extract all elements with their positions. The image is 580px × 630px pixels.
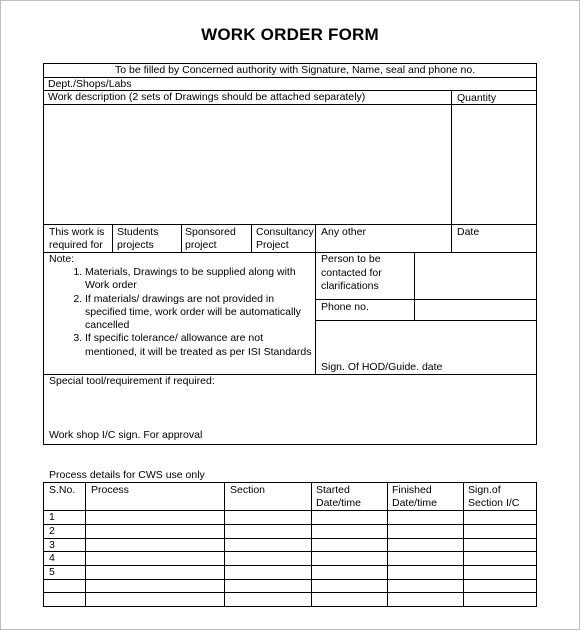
option-students-line2: projects	[117, 239, 154, 251]
work-description-label: Work description (2 sets of Drawings should be attached separately)	[48, 91, 366, 103]
work-description-field[interactable]	[44, 105, 451, 224]
row-number: 2	[49, 525, 55, 537]
page-title: WORK ORDER FORM	[201, 25, 379, 44]
required-for-label-1: This work is	[49, 226, 105, 238]
hod-sign-label: Sign. Of HOD/Guide. date	[321, 361, 443, 373]
row-number: 1	[49, 511, 55, 523]
option-students-line1: Students	[117, 226, 159, 238]
row-number: 5	[49, 566, 55, 578]
option-sponsored-line1: Sponsored	[185, 226, 236, 238]
row-number: 3	[49, 539, 55, 551]
contact-person-label-1: Person to be	[321, 253, 381, 265]
option-consultancy-line1: Consultancy	[256, 226, 314, 238]
instruction-text: To be filled by Concerned authority with Signature, Name, seal and phone no.	[115, 64, 476, 76]
header-sign-1: Sign.of	[468, 484, 501, 496]
contact-person-label-3: clarifications	[321, 280, 379, 292]
header-sno: S.No.	[49, 484, 76, 496]
special-tool-field[interactable]	[44, 389, 536, 429]
note-item: 2. If materials/ drawings are not provided in specified time, work order will be automatically cancelled	[85, 293, 325, 333]
special-tool-label: Special tool/requirement if required:	[49, 375, 215, 387]
quantity-field[interactable]	[452, 105, 536, 224]
contact-person-field[interactable]	[415, 253, 536, 299]
note-label: Note:	[49, 253, 75, 265]
dept-label: Dept./Shops/Labs	[48, 78, 132, 90]
header-section: Section	[230, 484, 266, 496]
option-any-other-line1: Any other	[321, 226, 366, 238]
process-caption: Process details for CWS use only	[49, 469, 205, 481]
date-label: Date	[457, 226, 480, 238]
contact-person-label-2: contacted for	[321, 267, 382, 279]
phone-label: Phone no.	[321, 301, 369, 313]
option-sponsored-line2: project	[185, 239, 217, 251]
notes-list	[61, 266, 325, 359]
workshop-sign-label: Work shop I/C sign. For approval	[49, 429, 203, 441]
header-sign-2: Section I/C	[468, 497, 520, 509]
header-started-2: Date/time	[316, 497, 361, 509]
phone-field[interactable]	[415, 300, 536, 320]
header-finished-2: Date/time	[392, 497, 437, 509]
note-item: 3. If specific tolerance/ allowance are not mentioned, it will be treated as per ISI Standards	[85, 332, 325, 359]
header-finished-1: Finished	[392, 484, 432, 496]
quantity-label: Quantity	[457, 92, 497, 104]
row-number: 4	[49, 552, 55, 564]
required-for-label-2: required for	[49, 239, 103, 251]
header-process: Process	[91, 484, 129, 496]
header-started-1: Started	[316, 484, 350, 496]
note-item: 1. Materials, Drawings to be supplied along with Work order	[85, 266, 325, 293]
option-consultancy-line2: Project	[256, 239, 289, 251]
